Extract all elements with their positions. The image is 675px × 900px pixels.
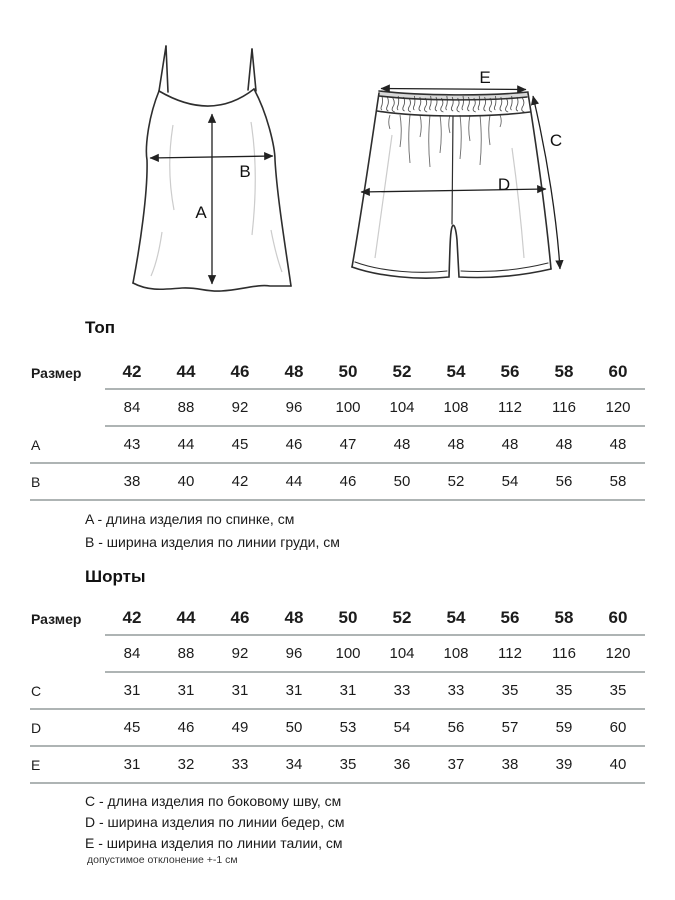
value-cell: 52: [429, 464, 483, 501]
value-cell: 92: [213, 390, 267, 427]
value-cell: 31: [213, 673, 267, 710]
value-cell: 104: [375, 636, 429, 673]
size-header-cell: 58: [537, 602, 591, 636]
value-cell: 36: [375, 747, 429, 784]
size-header-cell: 44: [159, 356, 213, 390]
shorts-outline: [352, 91, 551, 278]
size-header-cell: 44: [159, 602, 213, 636]
top-size-table: [30, 356, 645, 501]
row-label: [30, 390, 105, 427]
section-title-shorts: Шорты: [85, 567, 146, 586]
value-cell: 40: [159, 464, 213, 501]
value-cell: 42: [213, 464, 267, 501]
legend-line-c: C - длина изделия по боковому шву, см: [85, 793, 342, 809]
value-cell: 47: [321, 427, 375, 464]
value-cell: 84: [105, 390, 159, 427]
value-cell: 54: [375, 710, 429, 747]
size-header-cell: 54: [429, 602, 483, 636]
row-label: E: [30, 747, 105, 784]
measure-label-e: E: [479, 68, 491, 87]
table-row: [30, 356, 645, 390]
row-label: D: [30, 710, 105, 747]
shorts-size-table: [30, 602, 645, 784]
value-cell: 31: [105, 747, 159, 784]
row-label: C: [30, 673, 105, 710]
value-cell: 112: [483, 636, 537, 673]
value-cell: 56: [429, 710, 483, 747]
table-row: [30, 747, 645, 784]
size-header-cell: 46: [213, 602, 267, 636]
value-cell: 46: [267, 427, 321, 464]
value-cell: 31: [321, 673, 375, 710]
value-cell: 104: [375, 390, 429, 427]
value-cell: 31: [267, 673, 321, 710]
value-cell: 48: [375, 427, 429, 464]
value-cell: 58: [591, 464, 645, 501]
top-fold-lines: [151, 122, 282, 276]
waistband-wrinkles: [389, 115, 502, 167]
value-cell: 37: [429, 747, 483, 784]
value-cell: 34: [267, 747, 321, 784]
value-cell: 56: [537, 464, 591, 501]
shorts-sketch: [352, 68, 562, 278]
value-cell: 92: [213, 636, 267, 673]
value-cell: 33: [213, 747, 267, 784]
value-cell: 35: [483, 673, 537, 710]
value-cell: 48: [429, 427, 483, 464]
value-cell: 45: [213, 427, 267, 464]
table-row: [30, 710, 645, 747]
value-cell: 33: [375, 673, 429, 710]
size-header-cell: 60: [591, 356, 645, 390]
measure-label-b: B: [239, 162, 251, 181]
row-label: A: [30, 427, 105, 464]
size-header-cell: 60: [591, 602, 645, 636]
value-cell: 32: [159, 747, 213, 784]
table-row: [30, 464, 645, 501]
size-header-cell: 48: [267, 356, 321, 390]
value-cell: 59: [537, 710, 591, 747]
value-cell: 53: [321, 710, 375, 747]
size-header-cell: 52: [375, 356, 429, 390]
value-cell: 112: [483, 390, 537, 427]
table-corner-label: Размер: [31, 365, 82, 381]
value-cell: 96: [267, 390, 321, 427]
value-cell: 108: [429, 390, 483, 427]
value-cell: 43: [105, 427, 159, 464]
value-cell: 39: [537, 747, 591, 784]
value-cell: 96: [267, 636, 321, 673]
table-row: [30, 636, 645, 673]
legend-line-b: B - ширина изделия по линии груди, см: [85, 534, 340, 550]
value-cell: 35: [537, 673, 591, 710]
garment-sketches: [0, 0, 675, 310]
value-cell: 54: [483, 464, 537, 501]
value-cell: 88: [159, 636, 213, 673]
size-header-cell: 48: [267, 602, 321, 636]
table-row: [30, 390, 645, 427]
value-cell: 48: [537, 427, 591, 464]
size-header-cell: 42: [105, 602, 159, 636]
value-cell: 84: [105, 636, 159, 673]
size-header-cell: 50: [321, 602, 375, 636]
size-header-cell: 58: [537, 356, 591, 390]
value-cell: 40: [591, 747, 645, 784]
top-sketch: [133, 46, 291, 291]
section-title-top: Топ: [85, 318, 115, 337]
shorts-legend: [85, 791, 345, 854]
value-cell: 108: [429, 636, 483, 673]
value-cell: 50: [375, 464, 429, 501]
measure-arrow-c: [533, 96, 563, 269]
measure-label-d: D: [497, 175, 511, 194]
legend-line-d: D - ширина изделия по линии бедер, см: [85, 814, 345, 830]
value-cell: 35: [591, 673, 645, 710]
value-cell: 46: [321, 464, 375, 501]
value-cell: 88: [159, 390, 213, 427]
shorts-fold-lines: [375, 135, 524, 258]
size-header-cell: 52: [375, 602, 429, 636]
size-header-cell: 50: [321, 356, 375, 390]
tolerance-footnote: допустимое отклонение +-1 см: [87, 854, 238, 866]
value-cell: 38: [105, 464, 159, 501]
table-row: [30, 427, 645, 464]
size-header-cell: 54: [429, 356, 483, 390]
measure-label-a: A: [195, 203, 207, 222]
measure-arrow-d: [361, 189, 546, 192]
value-cell: 120: [591, 390, 645, 427]
value-cell: 33: [429, 673, 483, 710]
value-cell: 46: [159, 710, 213, 747]
value-cell: 31: [159, 673, 213, 710]
value-cell: 116: [537, 390, 591, 427]
top-legend: [85, 508, 340, 554]
value-cell: 120: [591, 636, 645, 673]
measure-arrow-e: [381, 89, 526, 90]
value-cell: 60: [591, 710, 645, 747]
value-cell: 44: [159, 427, 213, 464]
value-cell: 44: [267, 464, 321, 501]
table-row: [30, 673, 645, 710]
legend-line-a: A - длина изделия по спинке, см: [85, 511, 295, 527]
value-cell: 100: [321, 390, 375, 427]
value-cell: 49: [213, 710, 267, 747]
legend-line-e: E - ширина изделия по линии талии, см: [85, 835, 343, 851]
measure-label-c: C: [549, 131, 563, 150]
value-cell: 100: [321, 636, 375, 673]
size-header-cell: 56: [483, 602, 537, 636]
row-label: B: [30, 464, 105, 501]
value-cell: 57: [483, 710, 537, 747]
value-cell: 38: [483, 747, 537, 784]
value-cell: 31: [105, 673, 159, 710]
value-cell: 50: [267, 710, 321, 747]
value-cell: 48: [483, 427, 537, 464]
value-cell: 35: [321, 747, 375, 784]
table-row: [30, 602, 645, 636]
value-cell: 45: [105, 710, 159, 747]
value-cell: 48: [591, 427, 645, 464]
row-label: [30, 636, 105, 673]
size-header-cell: 46: [213, 356, 267, 390]
table-corner-label: Размер: [31, 611, 82, 627]
value-cell: 116: [537, 636, 591, 673]
size-header-cell: 42: [105, 356, 159, 390]
size-header-cell: 56: [483, 356, 537, 390]
